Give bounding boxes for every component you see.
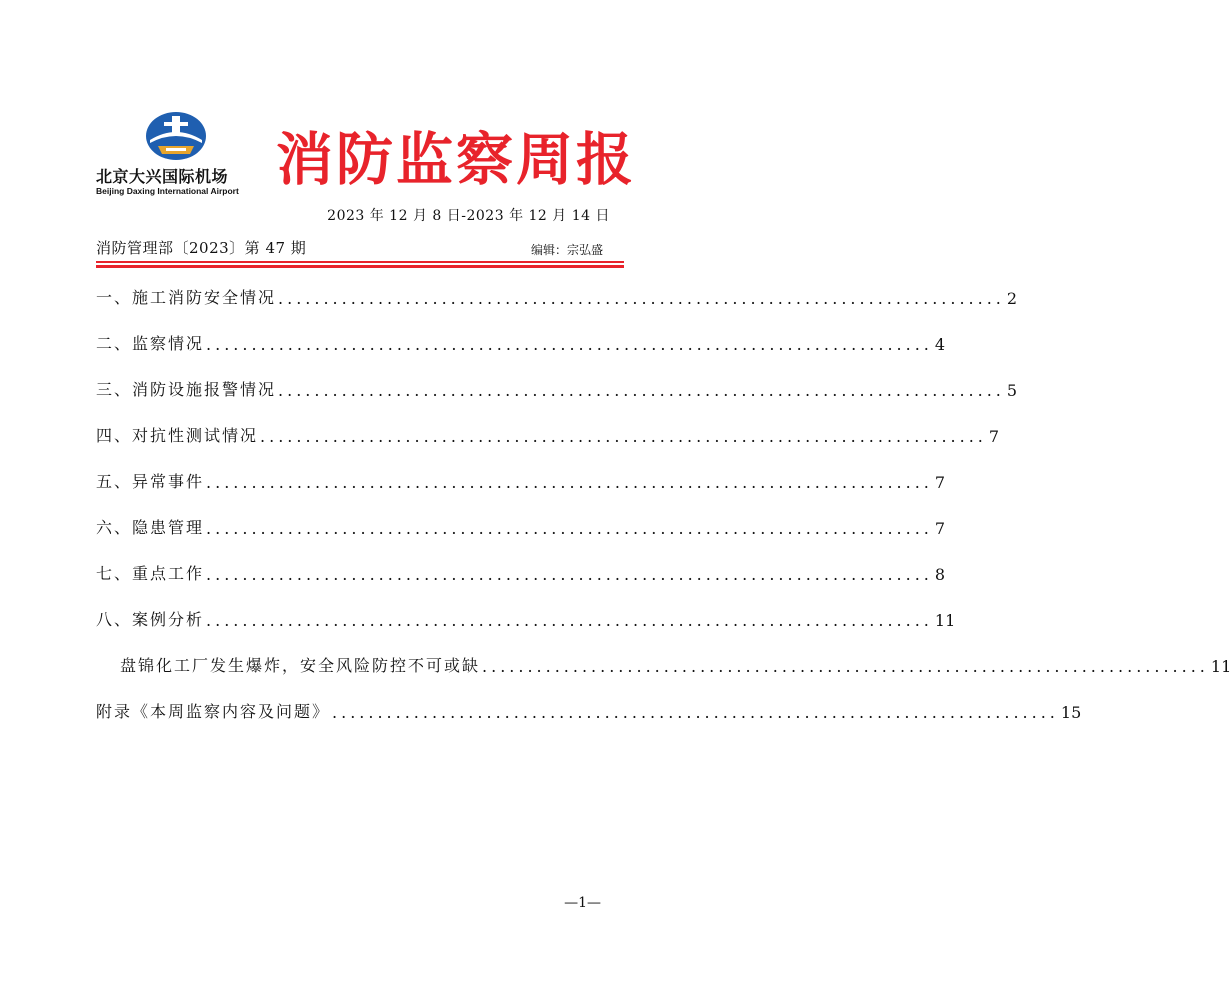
airport-logo [96,110,258,200]
toc-item-page: 5 [1006,381,1018,400]
toc-item-label: 二、监察情况 [96,334,205,353]
toc-leader-dots: ................................................................................ [206,611,933,630]
report-title: 消防监察周报 [276,127,636,193]
toc-item-label: 八、案例分析 [96,610,205,629]
toc-item-page: 11 [934,611,956,630]
toc-item[interactable] [96,556,946,584]
toc-leader-dots: ................................................................................ [206,473,933,492]
toc-item-page: 7 [934,519,946,538]
toc-item-label: 一、施工消防安全情况 [96,288,277,307]
logo-name-cn: 北京大兴国际机场 [96,167,229,186]
toc-item-page: 7 [988,427,1000,446]
toc-item[interactable] [96,280,1018,308]
toc-subitem[interactable] [120,648,1231,676]
toc-leader-dots: ................................................................................ [332,703,1059,722]
header-divider-thin [96,261,624,263]
header-divider-thick [96,265,624,268]
toc-leader-dots: ................................................................................ [482,657,1209,676]
issue-number: 消防管理部〔2023〕第 47 期 [96,239,307,257]
toc-item-page: 2 [1006,289,1018,308]
toc-leader-dots: ................................................................................ [278,289,1005,308]
toc-item[interactable] [96,372,1018,400]
logo-name-en: Beijing Daxing International Airport [96,186,239,196]
toc-leader-dots: ................................................................................ [206,565,933,584]
toc-leader-dots: ................................................................................ [206,519,933,538]
toc-item[interactable] [96,326,946,354]
toc-item-page: 7 [934,473,946,492]
toc-item-label: 七、重点工作 [96,564,205,583]
toc-item-label: 附录《本周监察内容及问题》 [96,702,331,721]
airport-emblem-icon [144,110,208,162]
toc-item-page: 15 [1060,703,1082,722]
toc-item[interactable] [96,510,946,538]
toc-item[interactable] [96,694,1082,722]
page-number: —1— [564,895,601,911]
toc-item-page: 11 [1210,657,1231,676]
editor-name: 编辑：宗弘盛 [530,243,603,257]
toc-item-label: 五、异常事件 [96,472,205,491]
toc-item-page: 4 [934,335,946,354]
toc-item[interactable] [96,418,1000,446]
toc-leader-dots: ................................................................................ [278,381,1005,400]
toc-item[interactable] [96,602,956,630]
toc-item[interactable] [96,464,946,492]
toc-item-page: 8 [934,565,946,584]
toc-leader-dots: ................................................................................ [206,335,933,354]
toc-leader-dots: ................................................................................ [260,427,987,446]
toc-item-label: 三、消防设施报警情况 [96,380,277,399]
date-range: 2023 年 12 月 8 日-2023 年 12 月 14 日 [327,208,610,224]
toc-item-label: 盘锦化工厂发生爆炸，安全风险防控不可或缺 [120,656,481,675]
toc-item-label: 六、隐患管理 [96,518,205,537]
toc-item-label: 四、对抗性测试情况 [96,426,259,445]
